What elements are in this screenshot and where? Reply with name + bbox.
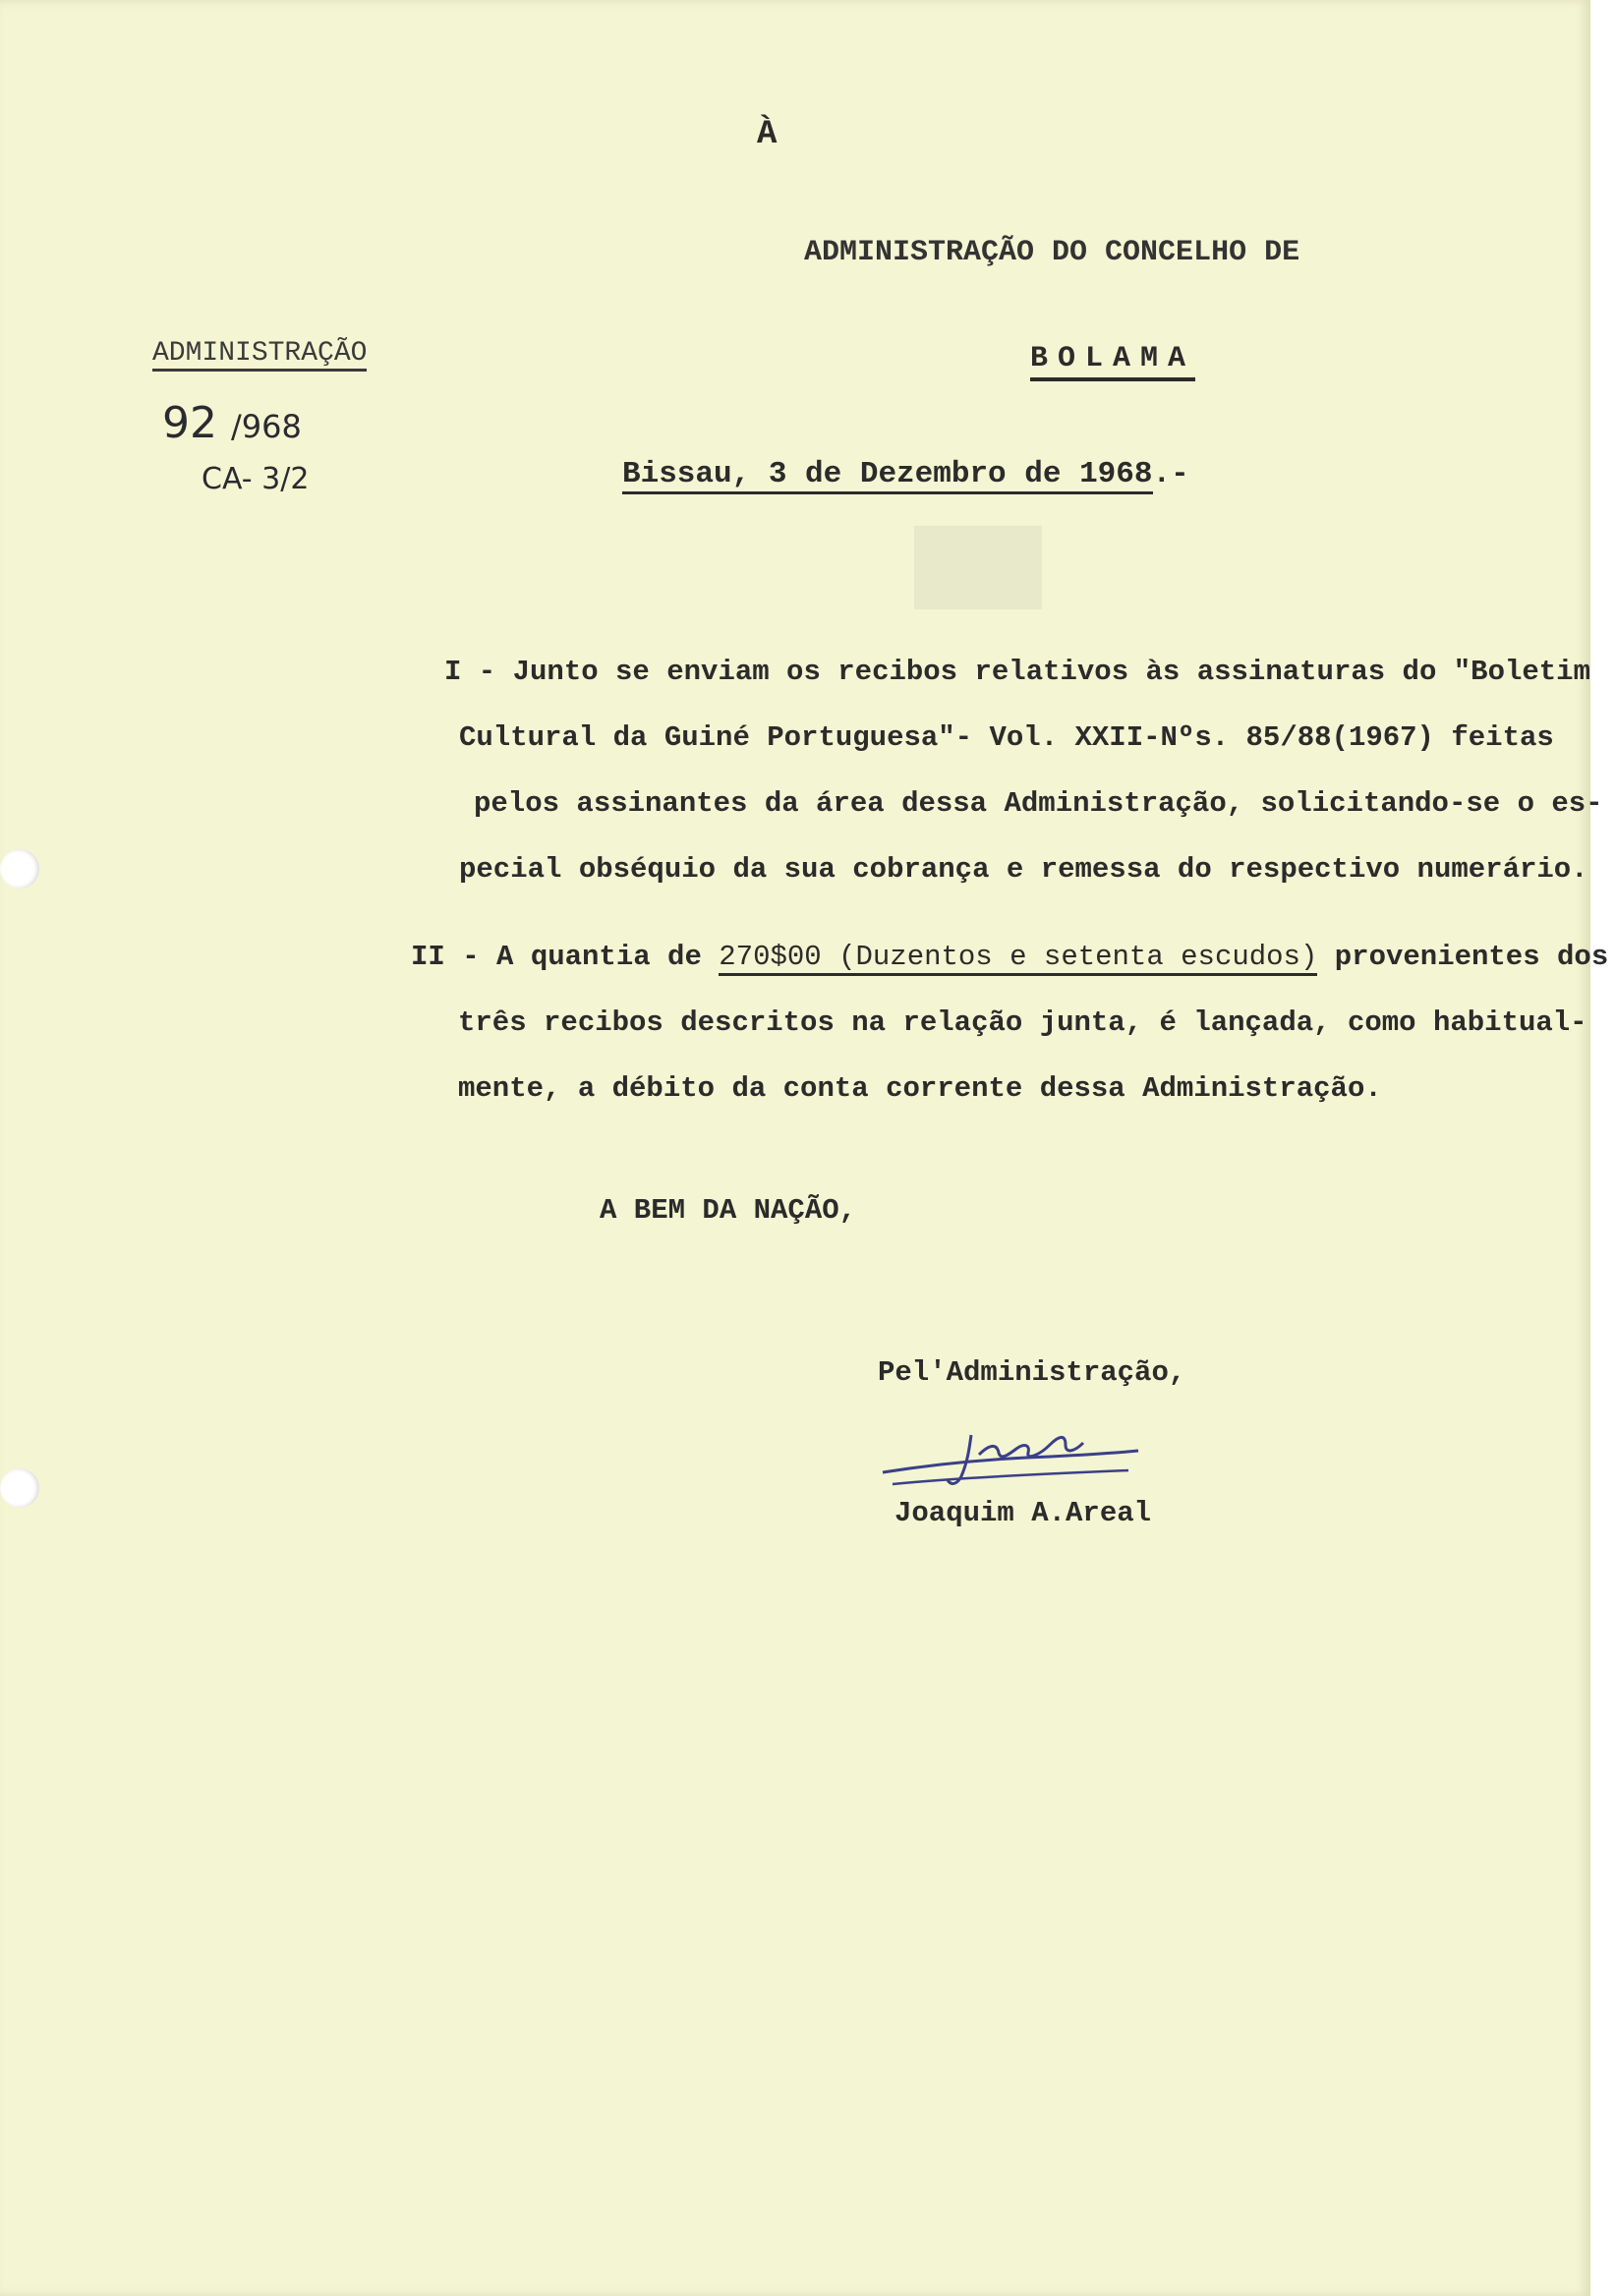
reference-number-value: 92	[162, 398, 217, 448]
signatory-name: Joaquim A.Areal	[894, 1497, 1152, 1529]
signature-label: Pel'Administração,	[878, 1356, 1186, 1389]
paragraph-2-line-1-suffix: provenientes dos	[1317, 941, 1609, 973]
reference-code: CA- 3/2	[202, 462, 310, 496]
paragraph-1-line-3: pelos assinantes da área dessa Administração, solicitando-se o es-	[474, 787, 1603, 820]
punch-hole-top	[0, 849, 39, 889]
top-mark: À	[757, 116, 778, 153]
addressee-line: ADMINISTRAÇÃO DO CONCELHO DE	[804, 236, 1300, 269]
reference-number	[162, 398, 302, 448]
paragraph-2-prefix: II - A quantia de	[411, 941, 720, 973]
date-text: Bissau, 3 de Dezembro de 1968	[622, 457, 1153, 494]
punch-hole-bottom	[0, 1468, 39, 1508]
paragraph-1-line-2: Cultural da Guiné Portuguesa"- Vol. XXII-Nºs. 85/88(1967) feitas	[459, 721, 1554, 754]
reference-year: /968	[231, 408, 302, 445]
paragraph-2-line-2: três recibos descritos na relação junta, é lançada, como habitual-	[458, 1006, 1587, 1039]
reference-department: ADMINISTRAÇÃO	[152, 338, 367, 372]
closing-salutation: A BEM DA NAÇÃO,	[600, 1194, 857, 1227]
paragraph-2	[411, 924, 1608, 1121]
faded-stamp	[914, 526, 1042, 609]
place-name: BOLAMA	[1030, 342, 1195, 381]
paragraph-1-line-4: pecial obséquio da sua cobrança e remessa do respectivo numerário.	[459, 853, 1588, 886]
date-suffix: .-	[1152, 457, 1189, 491]
paragraph-2-line-3: mente, a débito da conta corrente dessa Administração.	[458, 1072, 1382, 1105]
paragraph-2-line-1	[411, 924, 1608, 990]
handwritten-signature	[873, 1415, 1158, 1494]
paragraph-1	[444, 639, 1603, 902]
date-line	[622, 457, 1189, 491]
amount-text: 270$00 (Duzentos e setenta escudos)	[719, 941, 1317, 976]
paragraph-1-line-1: I - Junto se enviam os recibos relativos às assinaturas do "Boletim	[444, 656, 1590, 688]
